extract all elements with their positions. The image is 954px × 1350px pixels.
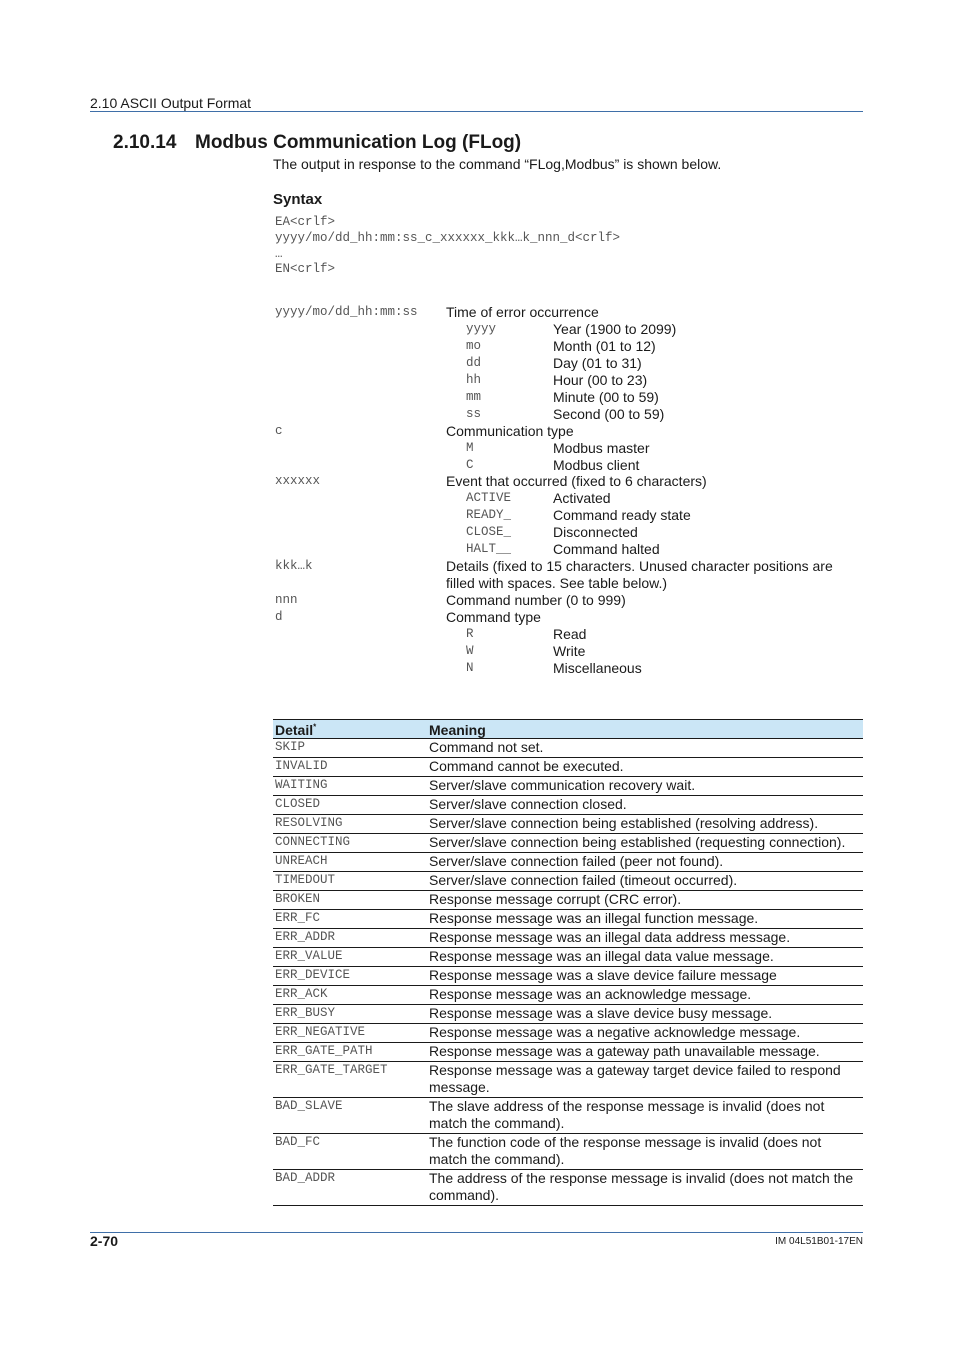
table-row (273, 1062, 863, 1098)
detail-cell: ERR_FC (273, 910, 427, 929)
field-desc-event: Event that occurred (fixed to 6 characters) (446, 473, 707, 489)
detail-cell: ERR_ACK (273, 986, 427, 1005)
table-row (273, 1170, 863, 1206)
detail-cell: ERR_GATE_TARGET (273, 1062, 427, 1098)
meaning-cell: Response message was an acknowledge message. (427, 986, 863, 1005)
detail-cell: BAD_FC (273, 1134, 427, 1170)
meaning-cell: Command not set. (427, 739, 863, 758)
page-number: 2-70 (90, 1233, 119, 1249)
field-desc-command-type: Command type (446, 609, 541, 625)
meaning-cell: Response message corrupt (CRC error). (427, 891, 863, 910)
detail-cell: ERR_ADDR (273, 929, 427, 948)
sub-desc: Year (1900 to 2099) (553, 321, 677, 337)
sub-desc: Minute (00 to 59) (553, 389, 659, 405)
table-row (273, 853, 863, 872)
field-code-c: c (275, 424, 283, 438)
detail-cell: CLOSED (273, 796, 427, 815)
field-desc-c: Communication type (446, 423, 574, 439)
detail-cell: TIMEDOUT (273, 872, 427, 891)
field-desc-command-number: Command number (0 to 999) (446, 592, 626, 608)
detail-cell: RESOLVING (273, 815, 427, 834)
table-header-row (273, 720, 863, 739)
detail-table (273, 719, 863, 1206)
sub-desc: Day (01 to 31) (553, 355, 642, 371)
sub-code: mo (466, 339, 482, 353)
sub-desc: Modbus master (553, 440, 650, 456)
header-rule (90, 111, 863, 112)
sub-desc: Miscellaneous (553, 660, 642, 676)
table-row (273, 758, 863, 777)
meaning-cell: Response message was a gateway path unavailable message. (427, 1043, 863, 1062)
meaning-cell: Server/slave connection failed (peer not found). (427, 853, 863, 872)
sub-code: R (466, 627, 474, 641)
sub-code: N (466, 661, 474, 675)
meaning-cell: Response message was a negative acknowledge message. (427, 1024, 863, 1043)
meaning-cell: The function code of the response message is invalid (does not match the command). (427, 1134, 863, 1170)
table-row (273, 1098, 863, 1134)
detail-cell: CONNECTING (273, 834, 427, 853)
field-desc-datetime: Time of error occurrence (446, 304, 599, 320)
table-row (273, 777, 863, 796)
sub-code: W (466, 644, 474, 658)
sub-desc: Command ready state (553, 507, 691, 523)
meaning-cell: Command cannot be executed. (427, 758, 863, 777)
meaning-cell: Response message was an illegal data value message. (427, 948, 863, 967)
sub-code: CLOSE_ (466, 525, 512, 539)
field-code-command-number: nnn (275, 593, 298, 607)
meaning-cell: Server/slave connection being established (requesting connection). (427, 834, 863, 853)
sub-desc: Read (553, 626, 587, 642)
sub-code: dd (466, 356, 482, 370)
column-header-detail-label: Detail (275, 721, 314, 738)
table-row (273, 796, 863, 815)
sub-code: ACTIVE (466, 491, 512, 505)
column-header-detail (273, 720, 427, 739)
sub-code: M (466, 441, 474, 455)
sub-desc: Activated (553, 490, 611, 506)
meaning-cell: The address of the response message is invalid (does not match the command). (427, 1170, 863, 1206)
meaning-cell: Server/slave connection being established (resolving address). (427, 815, 863, 834)
field-code-datetime: yyyy/mo/dd_hh:mm:ss (275, 305, 418, 319)
meaning-cell: Server/slave connection closed. (427, 796, 863, 815)
meaning-cell: Response message was an illegal data address message. (427, 929, 863, 948)
meaning-cell: Response message was a slave device failure message (427, 967, 863, 986)
meaning-cell: Response message was a gateway target device failed to respond message. (427, 1062, 863, 1098)
section-title (113, 132, 521, 154)
detail-cell: BAD_SLAVE (273, 1098, 427, 1134)
sub-desc: Hour (00 to 23) (553, 372, 648, 388)
detail-cell: INVALID (273, 758, 427, 777)
detail-cell: ERR_NEGATIVE (273, 1024, 427, 1043)
detail-cell: UNREACH (273, 853, 427, 872)
detail-cell: BAD_ADDR (273, 1170, 427, 1206)
sub-code: HALT__ (466, 542, 512, 556)
table-row (273, 739, 863, 758)
table-row (273, 815, 863, 834)
section-number: 2.10.14 (113, 132, 177, 153)
table-row (273, 910, 863, 929)
sub-desc: Month (01 to 12) (553, 338, 656, 354)
table-row (273, 1024, 863, 1043)
field-desc-details: Details (fixed to 15 characters. Unused character positions are filled with spaces. See table below.) (446, 558, 833, 591)
column-header-meaning: Meaning (427, 720, 863, 739)
table-body (273, 739, 863, 1206)
sub-desc: Command halted (553, 541, 660, 557)
table-row (273, 1134, 863, 1170)
field-code-command-type: d (275, 610, 283, 624)
detail-cell: ERR_GATE_PATH (273, 1043, 427, 1062)
meaning-cell: Response message was an illegal function message. (427, 910, 863, 929)
sub-code: mm (466, 390, 482, 404)
meaning-cell: Server/slave communication recovery wait. (427, 777, 863, 796)
table-row (273, 967, 863, 986)
table-row (273, 1043, 863, 1062)
sub-code: READY_ (466, 508, 512, 522)
detail-cell: BROKEN (273, 891, 427, 910)
footer-rule (90, 1232, 863, 1233)
detail-cell: ERR_BUSY (273, 1005, 427, 1024)
table-row (273, 929, 863, 948)
detail-cell: ERR_DEVICE (273, 967, 427, 986)
sub-code: C (466, 458, 474, 472)
running-header: 2.10 ASCII Output Format (90, 95, 252, 111)
sub-code: ss (466, 407, 482, 421)
table-row (273, 986, 863, 1005)
sub-desc: Modbus client (553, 457, 640, 473)
syntax-line: … (275, 247, 283, 261)
sub-code: yyyy (466, 322, 497, 336)
field-code-details: kkk…k (275, 559, 313, 573)
intro-text: The output in response to the command “FLog,Modbus” is shown below. (273, 156, 722, 172)
sub-desc: Second (00 to 59) (553, 406, 665, 422)
sub-desc: Write (553, 643, 586, 659)
detail-cell: SKIP (273, 739, 427, 758)
table-row (273, 872, 863, 891)
table-row (273, 891, 863, 910)
meaning-cell: Server/slave connection failed (timeout occurred). (427, 872, 863, 891)
syntax-line: EA<crlf> (275, 215, 336, 229)
section-title-text: Modbus Communication Log (FLog) (195, 132, 522, 153)
detail-cell: ERR_VALUE (273, 948, 427, 967)
table-row (273, 834, 863, 853)
table-row (273, 948, 863, 967)
detail-cell: WAITING (273, 777, 427, 796)
syntax-heading: Syntax (273, 191, 323, 208)
syntax-line: yyyy/mo/dd_hh:mm:ss_c_xxxxxx_kkk…k_nnn_d<crlf> (275, 231, 621, 245)
syntax-line: EN<crlf> (275, 262, 336, 276)
sub-code: hh (466, 373, 482, 387)
table-row (273, 1005, 863, 1024)
sub-desc: Disconnected (553, 524, 638, 540)
footnote-mark: * (313, 721, 317, 731)
meaning-cell: Response message was a slave device busy message. (427, 1005, 863, 1024)
meaning-cell: The slave address of the response message is invalid (does not match the command). (427, 1098, 863, 1134)
document-id: IM 04L51B01-17EN (775, 1236, 863, 1247)
field-code-event: xxxxxx (275, 474, 321, 488)
